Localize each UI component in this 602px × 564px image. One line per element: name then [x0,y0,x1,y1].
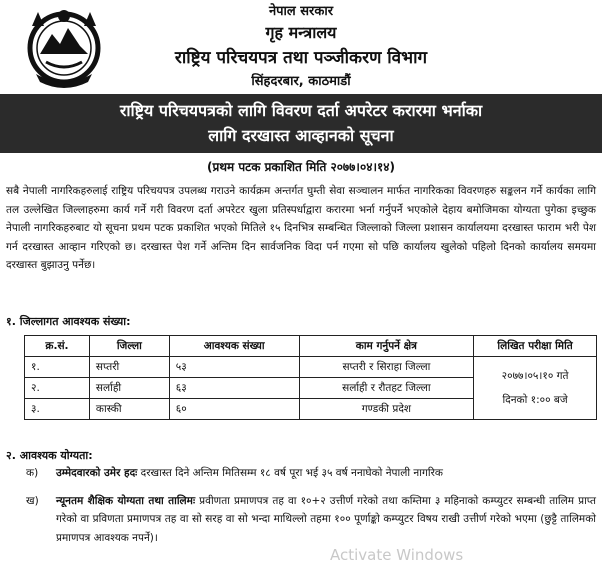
item-a-heading: उम्मेदवारको उमेर हदः [56,467,138,479]
cell-area: सप्तरी र सिराहा जिल्ला [299,357,474,378]
header-text [0,0,602,89]
item-a-text [56,464,596,482]
cell-sn: १. [25,357,90,378]
cell-count: ६० [169,399,299,420]
cell-count: ६३ [169,378,299,399]
table-header-row [25,336,597,357]
exam-date-line-1: २०७७।०५।१० गते [501,370,569,382]
col-header-district: जिल्ला [89,336,169,357]
publish-date: (प्रथम पटक प्रकाशित मिति २०७७।०४।१४) [207,160,395,174]
office-location: सिंहदरबार, काठमाडौं [251,74,351,89]
activate-windows-watermark: Activate Windows [330,546,464,564]
notice-title-banner [0,94,602,153]
table-row [25,357,597,378]
requirements-table [24,335,597,420]
item-a-label: क) [26,467,39,479]
col-header-count: आवश्यक संख्या [169,336,299,357]
item-b-label: ख) [26,495,39,507]
intro-paragraph: सबै नेपाली नागरिकहरुलाई राष्ट्रिय परिचयपत्र उपलब्ध गराउने कार्यक्रम अन्तर्गत घुम्ती सेवा सञ्चालन मार्फत नागरिकका विवरणहरु सङ्कलन गर्ने कार्यका लागि तल उल्लेखित जिल्लाहरुमा कार्य गर्ने गरी विवरण दर्ता अपरेटर खुला प्रतिस्पर्धाद्वारा करारमा भर्ना गर्नुपर्ने भएकोले देहाय बमोजिमका योग्यता पुगेका इच्छुक नेपाली नागरिकहरुबाट यो सूचना प्रथम पटक प्रकाशित भएको मितिले १५ दिनभित्र सम्बन्धित जिल्लाको जिल्ला प्रशासन कार्यालयमा दरखास्त फाराम भरी पेश गर्न दरखास्त आव्हान गरिएको छ। दरखास्त पेश गर्ने अन्तिम दिन सार्वजनिक विदा पर्न गएमा सो पछि कार्यालय खुलेको पहिलो दिनको कार्यालय समयमा दरखास्त बुझाउनु पर्नेछ। [6,185,596,272]
cell-district: कास्की [89,399,169,420]
cell-district: सप्तरी [89,357,169,378]
cell-count: ५३ [169,357,299,378]
col-header-exam-date: लिखित परीक्षा मिति [474,336,597,357]
header [0,0,602,92]
government-name: नेपाल सरकार [268,4,334,19]
notice-title-line-2: लागि दरखास्त आव्हानको सूचना [208,126,394,145]
cell-exam-date [474,357,597,420]
cell-sn: ३. [25,399,90,420]
cell-area: गण्डकी प्रदेश [299,399,474,420]
item-b-heading: न्यूनतम शैक्षिक योग्यता तथा तालिमः [56,495,196,507]
cell-sn: २. [25,378,90,399]
col-header-sn: क्र.सं. [25,336,90,357]
section-1-title: १. जिल्लागत आवश्यक संख्या: [6,315,131,328]
item-b-text [56,492,596,547]
exam-date-line-2: दिनको १:०० बजे [502,394,568,406]
cell-district: सर्लाही [89,378,169,399]
cell-area: सर्लाही र रौतहट जिल्ला [299,378,474,399]
notice-title-line-1: राष्ट्रिय परिचयपत्रको लागि विवरण दर्ता अपरेटर करारमा भर्नाका [119,101,483,120]
ministry-name: गृह मन्त्रालय [265,23,337,42]
section-2-title: २. आवश्यक योग्यता: [6,449,93,462]
item-a-body: दरखास्त दिने अन्तिम मितिसम्म १८ वर्ष पूरा भई ३५ वर्ष ननाघेको नेपाली नागरिक [137,467,443,479]
department-name: राष्ट्रिय परिचयपत्र तथा पञ्जीकरण विभाग [174,48,428,68]
col-header-area: काम गर्नुपर्ने क्षेत्र [299,336,474,357]
item-b-body: प्रवीणता प्रमाणपत्र तह वा १०+२ उत्तीर्ण गरेको तथा कम्तिमा ३ महिनाको कम्प्युटर सम्बन्धी तालिम प्राप्त गरेको वा प्रविणता प्रमाणपत्र तह वा सो सरह वा सो भन्दा माथिल्लो तहमा १०० पूर्णाङ्को कम्प्युटर विषय राखी उत्तीर्ण गरेको भएमा (छुट्टै तालिमको प्रमाणपत्र आवश्यक नपर्ने)। [56,495,597,544]
